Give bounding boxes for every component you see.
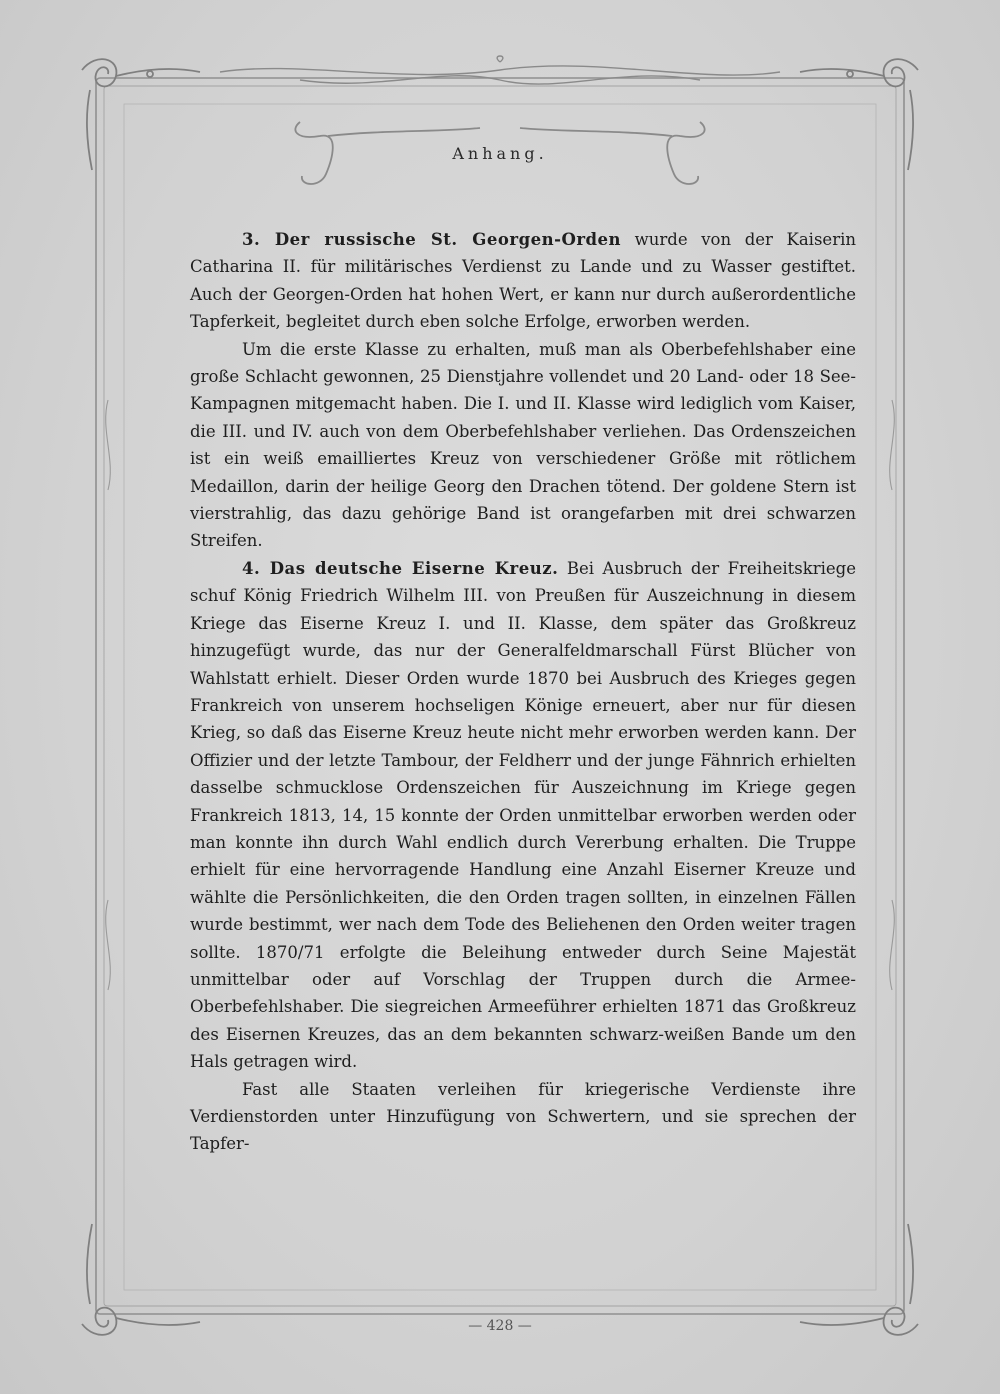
main-text xyxy=(190,226,856,1158)
section-4-heading: 4. Das deutsche Eiserne Kreuz. xyxy=(242,558,559,578)
section-4-paragraph xyxy=(190,555,856,1076)
section-3-text: wurde von der Kaiserin Catharina II. für militärisches Verdienst zu Lande und zu Wasser gestiftet. Auch der Georgen-Orden hat hohen Wert, er kann nur durch außerordentliche Tapferkeit, begleitet durch eben solche Erfolge, erworben werden. xyxy=(190,230,856,332)
section-3-heading: 3. Der russische St. Georgen-Orden xyxy=(242,230,622,249)
section-3-paragraph-2: Um die erste Klasse zu erhalten, muß man als Oberbefehlshaber eine große Schlacht gewonnen, 25 Dienstjahre vollendet und 20 Land- oder 18 See-Kampagnen mitgemacht haben. Die I. und II. Klasse wird lediglich vom Kaiser, die III. und IV. auch von dem Oberbefehlshaber verliehen. Das Ordenszeichen ist ein weiß emailliertes Kreuz von verschiedener Größe mit rötlichem Medaillon, darin der heilige Georg den Drachen tötend. Der goldene Stern ist vierstrahlig, das dazu gehörige Band ist orangefarben mit drei schwarzen Streifen. xyxy=(190,339,856,551)
page-number: — 428 — xyxy=(468,1318,532,1334)
closing-paragraph: Fast alle Staaten verleihen für kriegerische Verdienste ihre Verdienstorden unter Hinzufügung von Schwertern, und sie sprechen der Tapfer- xyxy=(190,1079,856,1154)
section-3-paragraph xyxy=(190,226,856,336)
section-4-text: Bei Ausbruch der Freiheitskriege schuf König Friedrich Wilhelm III. von Preußen für Auszeichnung in diesem Kriege das Eiserne Kreuz I. und II. Klasse, dem später das Großkreuz hinzugefügt wurde, das nur der Generalfeldmarschall Fürst Blücher von Wahlstatt erhielt. Dieser Orden wurde 1870 bei Ausbruch des Krieges gegen Frankreich von unserem hochseligen Könige erneuert, aber nur für diesen Krieg, so daß das Eiserne Kreuz heute nicht mehr erworben werden kann. Der Offizier und der letzte Tambour, der Feldherr und der junge Fähnrich erhielten dasselbe schmucklose Ordenszeichen für Auszeichnung im Kriege gegen Frankreich 1813, 14, 15 konnte der Orden unmittelbar erworben werden oder man konnte ihn durch Wahl endlich durch Vererbung erhalten. Die Truppe erhielt für eine hervorragende Handlung eine Anzahl Eiserner Kreuze und wählte die Persönlichkeiten, die den Orden tragen sollten, in einzelnen Fällen wurde bestimmt, wer nach dem Tode des Beliehenen den Orden weiter tragen sollte. 1870/71 erfolgte die Beleihung entweder durch Seine Majestät unmittelbar oder auf Vorschlag der Truppen durch die Armee-Oberbefehlshaber. Die siegreichen Armeeführer erhielten 1871 das Großkreuz des Eisernen Kreuzes, das an dem bekannten schwarz-weißen Bande um den Hals getragen wird. xyxy=(190,558,856,1072)
scroll-ornament-icon xyxy=(220,56,780,84)
running-header: Anhang. xyxy=(452,144,548,163)
